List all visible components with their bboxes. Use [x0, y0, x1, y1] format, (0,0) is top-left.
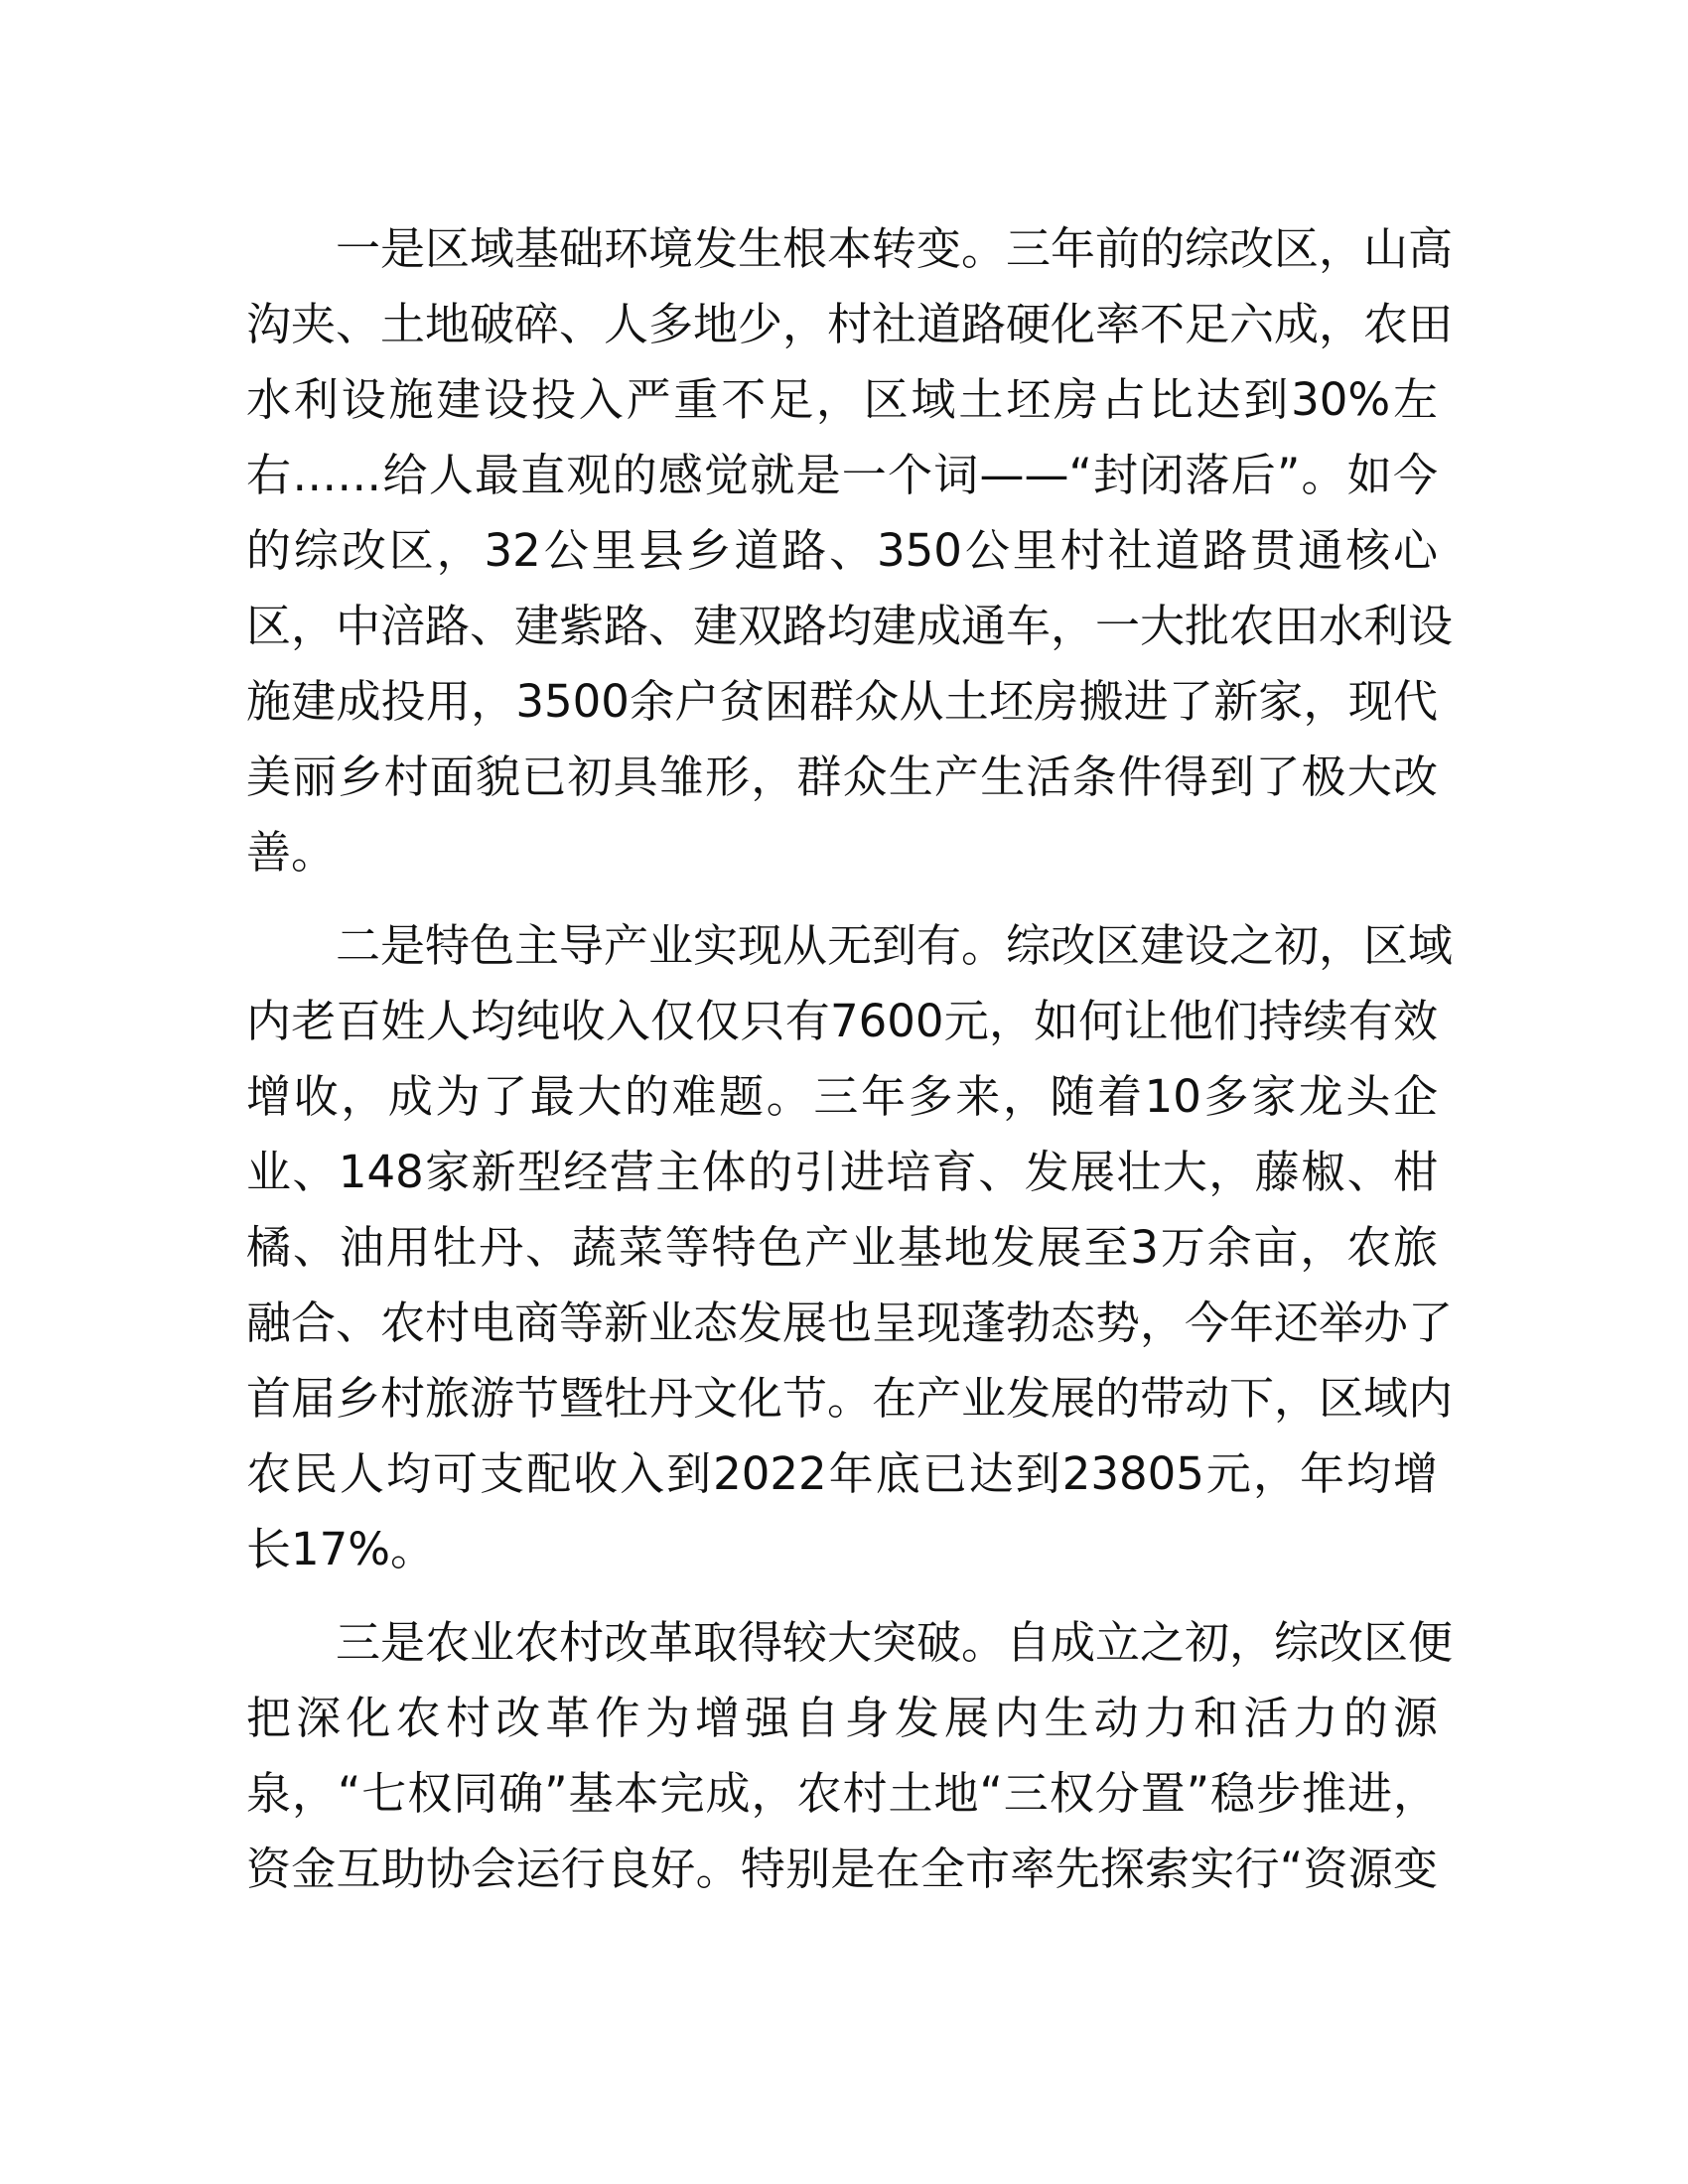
paragraph-2-line-6: 融合、农村电商等新业态发展也呈现蓬勃态势，今年还举办了: [246, 1297, 1454, 1349]
paragraph-3-line-2: 把深化农村改革作为增强自身发展内生动力和活力的源: [246, 1692, 1438, 1744]
paragraph-1-line-8: 美丽乡村面貌已初具雏形，群众生产生活条件得到了极大改: [246, 751, 1438, 803]
paragraph-2-line-1: 二是特色主导产业实现从无到有。综改区建设之初，区域: [336, 919, 1454, 972]
paragraph-2-line-3: 增收，成为了最大的难题。三年多来，随着10多家龙头企: [246, 1070, 1438, 1123]
paragraph-2-line-5: 橘、油用牡丹、蔬菜等特色产业基地发展至3万余亩，农旅: [246, 1221, 1438, 1274]
paragraph-3-line-1: 三是农业农村改革取得较大突破。自成立之初，综改区便: [336, 1616, 1454, 1669]
paragraph-2-line-2: 内老百姓人均纯收入仅仅只有7600元，如何让他们持续有效: [246, 995, 1438, 1047]
paragraph-3-line-4: 资金互助协会运行良好。特别是在全市率先探索实行“资源变: [246, 1843, 1438, 1895]
paragraph-3-line-3: 泉，“七权同确”基本完成，农村土地“三权分置”稳步推进，: [246, 1767, 1438, 1820]
paragraph-1-line-1: 一是区域基础环境发生根本转变。三年前的综改区，山高: [336, 222, 1454, 275]
paragraph-2-line-7: 首届乡村旅游节暨牡丹文化节。在产业发展的带动下，区域内: [246, 1372, 1454, 1425]
paragraph-1-line-6: 区，中涪路、建紫路、建双路均建成通车，一大批农田水利设: [246, 600, 1454, 652]
paragraph-2-line-4: 业、148家新型经营主体的引进培育、发展壮大，藤椒、柑: [246, 1146, 1438, 1198]
paragraph-2-line-8: 农民人均可支配收入到2022年底已达到23805元，年均增: [246, 1447, 1438, 1500]
paragraph-1-line-4: 右……给人最直观的感觉就是一个词——“封闭落后”。如今: [246, 449, 1438, 501]
paragraph-1-line-2: 沟夹、土地破碎、人多地少，村社道路硬化率不足六成，农田: [246, 298, 1454, 350]
paragraph-2-line-9: 长17%。: [246, 1523, 436, 1575]
paragraph-1-line-7: 施建成投用，3500余户贫困群众从土坯房搬进了新家，现代: [246, 675, 1438, 728]
paragraph-1-line-9: 善。: [246, 826, 337, 879]
paragraph-1-line-3: 水利设施建设投入严重不足，区域土坯房占比达到30%左: [246, 373, 1438, 426]
paragraph-1-line-5: 的综改区，32公里县乡道路、350公里村社道路贯通核心: [246, 524, 1438, 577]
